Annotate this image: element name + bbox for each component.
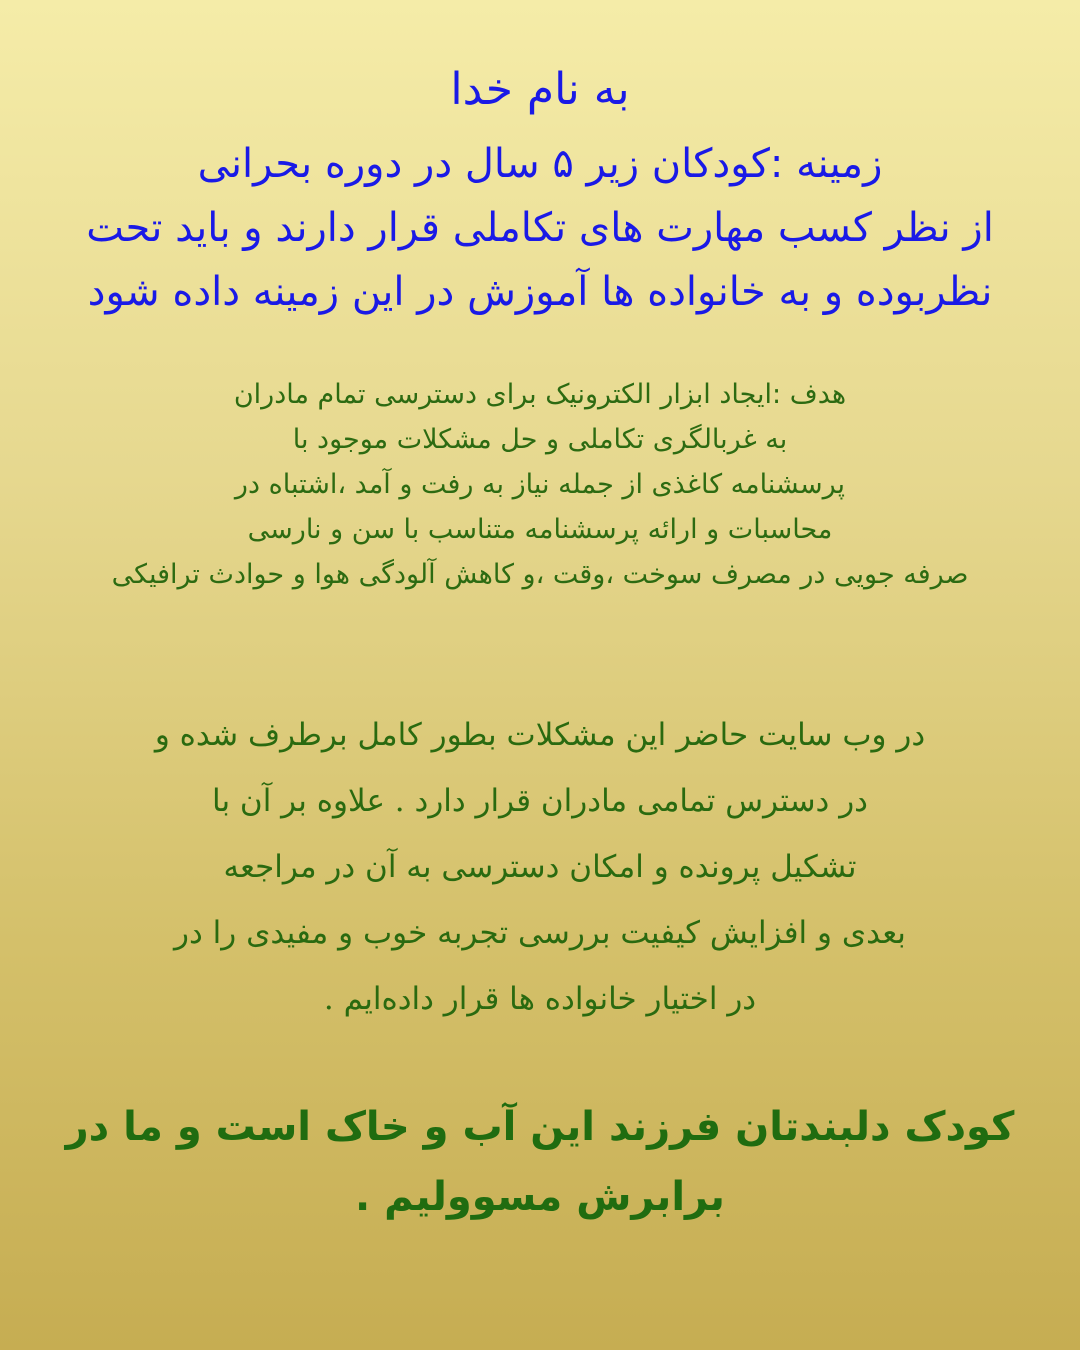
goal-line-4: محاسبات و ارائه پرسشنامه متناسب با سن و نارسی: [247, 514, 833, 545]
intro-line-2: از نظر کسب مهارت های تکاملی قرار دارند و باید تحت: [86, 205, 994, 251]
website-paragraph: [0, 702, 1080, 1032]
website-line-3: تشکیل پرونده و امکان دسترسی به آن در مراجعه: [223, 849, 857, 885]
website-line-4: بعدی و افزایش کیفیت بررسی تجربه خوب و مفیدی را در: [174, 915, 906, 951]
intro-line-3: نظربوده و به خانواده ها آموزش در این زمینه داده شود: [87, 269, 993, 315]
goal-line-3: پرسشنامه کاغذی از جمله نیاز به رفت و آمد ،اشتباه در: [234, 469, 846, 500]
website-line-1: در وب سایت حاضر این مشکلات بطور کامل برطرف شده و: [154, 717, 926, 753]
goal-line-5: صرفه جویی در مصرف سوخت ،وقت ،و کاهش آلودگی هوا و حوادث ترافیکی: [111, 559, 969, 590]
intro-paragraph: [0, 132, 1080, 324]
intro-line-1: زمینه :کودکان زیر ۵ سال در دوره بحرانی: [197, 141, 883, 187]
closing-statement: [0, 1092, 1080, 1232]
closing-line-2: برابرش مسوولیم .: [355, 1174, 725, 1220]
goal-line-1: هدف :ایجاد ابزار الکترونیک برای دسترسی تمام مادران: [233, 379, 847, 410]
closing-line-1: کودک دلبندتان فرزند این آب و خاک است و ما در: [65, 1104, 1015, 1150]
website-line-5: در اختیار خانواده ها قرار داده‌ایم .: [323, 981, 757, 1017]
goal-line-2: به غربالگری تکاملی و حل مشکلات موجود با: [292, 424, 788, 455]
page-title-block: [0, 58, 1080, 122]
page-title: به نام خدا: [450, 64, 630, 115]
goal-paragraph: [0, 372, 1080, 597]
website-line-2: در دسترس تمامی مادران قرار دارد . علاوه بر آن با: [212, 783, 868, 819]
